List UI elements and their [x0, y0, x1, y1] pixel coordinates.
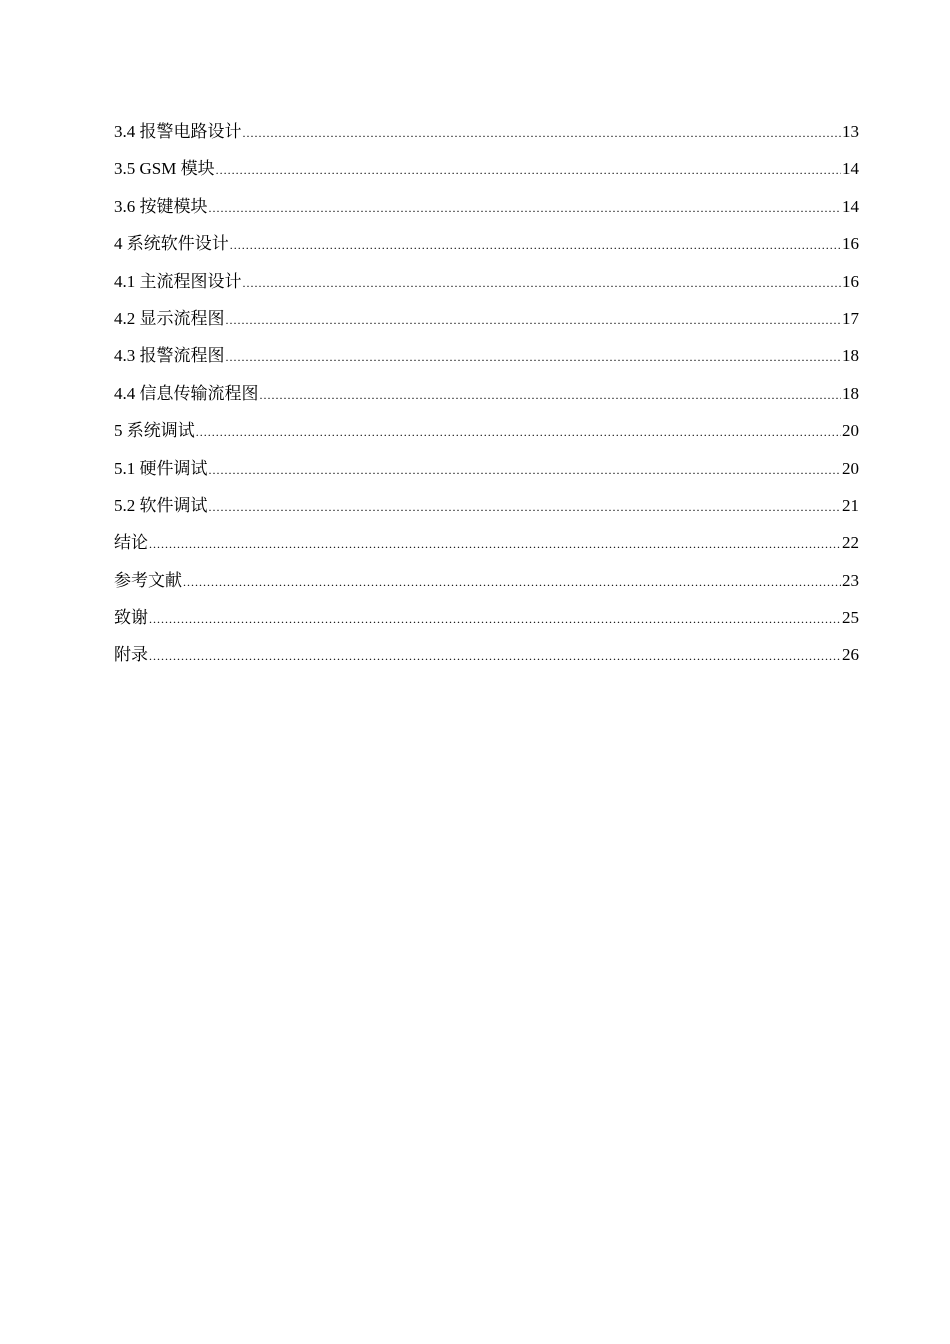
dot-leader	[149, 532, 841, 556]
toc-entry-page-number: 25	[842, 608, 859, 628]
toc-entry-label: 4 系统软件设计	[114, 234, 229, 254]
toc-entry-page-number: 17	[842, 308, 859, 328]
toc-entry-page-number: 18	[842, 346, 859, 366]
toc-entry-label: 3.5 GSM 模块	[114, 159, 215, 179]
toc-entry-page-number: 14	[842, 196, 859, 216]
toc-entry-label: 3.6 按键模块	[114, 196, 208, 216]
toc-entry-label: 附录	[114, 645, 148, 665]
toc-entry-conclusion[interactable]	[114, 531, 859, 568]
toc-entry-5[interactable]	[114, 419, 859, 456]
toc-entry-page-number: 18	[842, 383, 859, 403]
toc-entry-3-5[interactable]	[114, 157, 859, 194]
toc-entry-page-number: 13	[842, 122, 859, 141]
toc-entry-4-1[interactable]	[114, 270, 859, 307]
toc-entry-label: 4.4 信息传输流程图	[114, 383, 259, 403]
toc-entry-label: 4.2 显示流程图	[114, 308, 225, 328]
toc-entry-label: 参考文献	[114, 570, 182, 590]
toc-entry-label: 5.2 软件调试	[114, 495, 208, 515]
dot-leader	[209, 196, 842, 220]
dot-leader	[260, 383, 842, 407]
toc-entry-3-6[interactable]	[114, 195, 859, 232]
toc-entry-label: 4.1 主流程图设计	[114, 271, 242, 291]
dot-leader	[243, 121, 842, 145]
table-of-contents	[114, 120, 859, 681]
dot-leader	[196, 420, 841, 444]
toc-entry-4-4[interactable]	[114, 382, 859, 419]
toc-entry-label: 致谢	[114, 608, 148, 628]
toc-entry-4-2[interactable]	[114, 307, 859, 344]
toc-entry-references[interactable]	[114, 569, 859, 606]
toc-entry-page-number: 16	[842, 271, 859, 291]
dot-leader	[226, 345, 842, 369]
toc-entry-4[interactable]	[114, 232, 859, 269]
dot-leader	[209, 458, 842, 482]
dot-leader	[230, 233, 841, 257]
toc-entry-page-number: 26	[842, 645, 859, 665]
dot-leader	[209, 495, 842, 519]
toc-entry-acknowledgements[interactable]	[114, 606, 859, 643]
toc-entry-page-number: 16	[842, 234, 859, 254]
dot-leader	[149, 644, 841, 668]
dot-leader	[183, 570, 841, 594]
toc-entry-4-3[interactable]	[114, 344, 859, 381]
toc-entry-label: 3.4 报警电路设计	[114, 122, 242, 141]
toc-entry-page-number: 21	[842, 495, 859, 515]
dot-leader	[243, 271, 842, 295]
toc-entry-label: 5.1 硬件调试	[114, 458, 208, 478]
toc-entry-label: 5 系统调试	[114, 421, 195, 441]
toc-entry-page-number: 20	[842, 421, 859, 441]
toc-entry-page-number: 23	[842, 570, 859, 590]
toc-entry-5-2[interactable]	[114, 494, 859, 531]
dot-leader	[149, 607, 841, 631]
dot-leader	[216, 158, 841, 182]
toc-entry-appendix[interactable]	[114, 643, 859, 680]
toc-entry-label: 结论	[114, 533, 148, 553]
toc-entry-label: 4.3 报警流程图	[114, 346, 225, 366]
toc-entry-3-4[interactable]	[114, 120, 859, 157]
toc-entry-5-1[interactable]	[114, 457, 859, 494]
toc-entry-page-number: 14	[842, 159, 859, 179]
toc-entry-page-number: 20	[842, 458, 859, 478]
dot-leader	[226, 308, 842, 332]
toc-entry-page-number: 22	[842, 533, 859, 553]
